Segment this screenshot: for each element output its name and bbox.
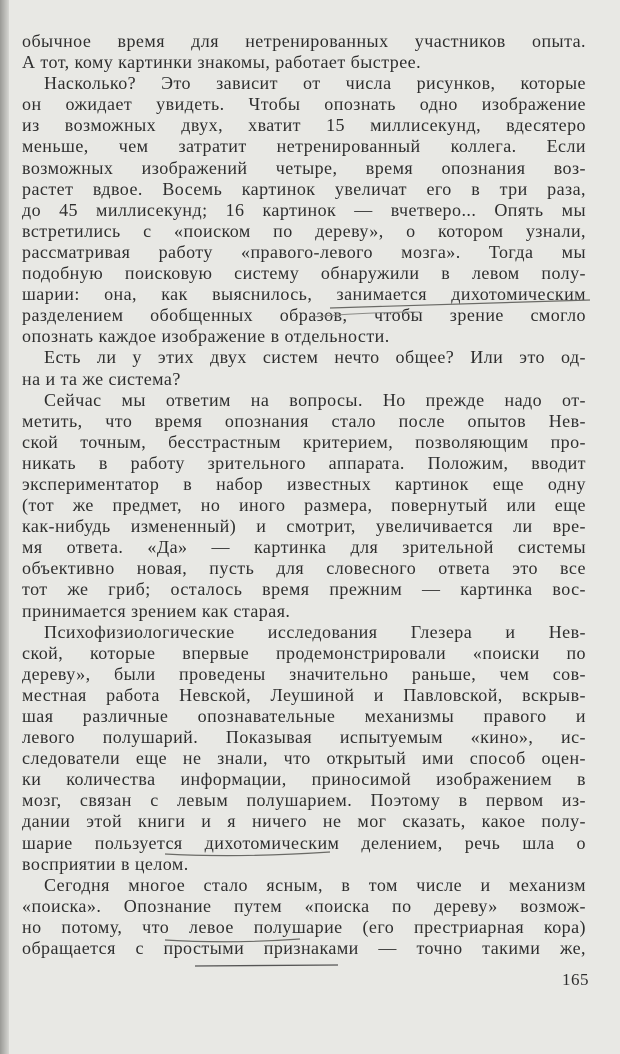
text-line: ской точным, бесстрастным критерием, позволяющим про- xyxy=(22,431,586,452)
text-line: принимается зрением как старая. xyxy=(22,600,291,621)
text-line: шарии: она, как выяснилось, занимается дихотомическим xyxy=(22,284,586,305)
text-line: подобную поисковую систему обнаружили в левом полу- xyxy=(22,263,586,284)
text-line: дереву», были проведены значительно раньше, чем сов- xyxy=(22,663,586,684)
text-line: как-нибудь измененный) и смотрит, увеличивается ли вре- xyxy=(22,516,586,537)
text-line: тот же гриб; осталось время прежним — картинка вос- xyxy=(22,579,586,600)
text-line: он ожидает увидеть. Чтобы опознать одно изображение xyxy=(22,94,586,115)
text-line: из возможных двух, хватит 15 миллисекунд, вдесятеро xyxy=(22,115,586,136)
text-line: метить, что время опознания стало после опытов Нев- xyxy=(22,410,586,431)
text-line: обращается с простыми признаками — точно такими же, xyxy=(22,938,586,959)
text-line: (тот же предмет, но иного размера, повернутый или еще xyxy=(22,495,586,516)
text-line: на и та же система? xyxy=(22,368,181,389)
text-line: встретились с «поиском по дереву», о котором узнали, xyxy=(22,220,586,241)
text-line: Психофизиологические исследования Глезера и Нев- xyxy=(44,621,586,642)
text-line: ки количества информации, приносимой изображением в xyxy=(22,769,586,790)
text-line: восприятии в целом. xyxy=(22,853,189,874)
text-line: Сегодня многое стало ясным, в том числе и механизм xyxy=(44,874,586,895)
pencil-rule xyxy=(195,965,338,966)
page-number: 165 xyxy=(562,970,589,989)
text-line: следователи еще не знали, что открытый ими способ оцен- xyxy=(22,748,586,769)
body-text xyxy=(22,31,586,959)
text-line: возможных изображений четыре, время опознания воз- xyxy=(22,157,586,178)
text-line: А тот, кому картинки знакомы, работает быстрее. xyxy=(22,52,422,73)
text-line: «поиска». Опознание путем «поиска по дереву» возмож- xyxy=(22,895,586,916)
text-line: рассматривая работу «правого-левого мозга». Тогда мы xyxy=(22,241,586,262)
text-line: дании этой книги и я ничего не мог сказать, какое полу- xyxy=(22,811,586,832)
text-line: растет вдвое. Восемь картинок увеличат его в три раза, xyxy=(22,178,586,199)
text-line: Есть ли у этих двух систем нечто общее? Или это од- xyxy=(44,347,586,368)
text-line: левого полушарий. Показывая испытуемым «кино», ис- xyxy=(22,727,586,748)
text-line: шая различные опознавательные механизмы правого и xyxy=(22,706,586,726)
text-line: мя ответа. «Да» — картинка для зрительной системы xyxy=(22,537,586,558)
text-line: разделением обобщенных образов, чтобы зрение смогло xyxy=(22,305,586,326)
text-line: никать в работу зрительного аппарата. Положим, вводит xyxy=(22,452,586,473)
text-line: до 45 миллисекунд; 16 картинок — вчетверо... Опять мы xyxy=(22,199,586,220)
text-line: но потому, что левое полушарие (его престриарная кора) xyxy=(22,916,586,937)
text-line: местная работа Невской, Леушиной и Павловской, вскрыв- xyxy=(22,684,586,705)
text-line: опознать каждое изображение в отдельности. xyxy=(22,326,390,347)
text-line: обычное время для нетренированных участников опыта. xyxy=(22,31,586,51)
page-binding-edge xyxy=(0,0,9,1054)
text-line: меньше, чем затратит нетренированный коллега. Если xyxy=(22,136,586,157)
text-line: Сейчас мы ответим на вопросы. Но прежде надо от- xyxy=(44,389,586,410)
text-line: объективно новая, пусть для словесного ответа это все xyxy=(22,558,586,579)
text-line: мозг, связан с левым полушарием. Поэтому в первом из- xyxy=(22,790,586,811)
text-line: шарие пользуется дихотомическим делением, речь шла о xyxy=(22,832,586,853)
text-line: экспериментатор в набор известных картинок еще одну xyxy=(22,473,586,494)
text-line: ской, которые впервые продемонстрировали «поиски по xyxy=(22,642,586,663)
text-line: Насколько? Это зависит от числа рисунков, которые xyxy=(44,73,586,94)
